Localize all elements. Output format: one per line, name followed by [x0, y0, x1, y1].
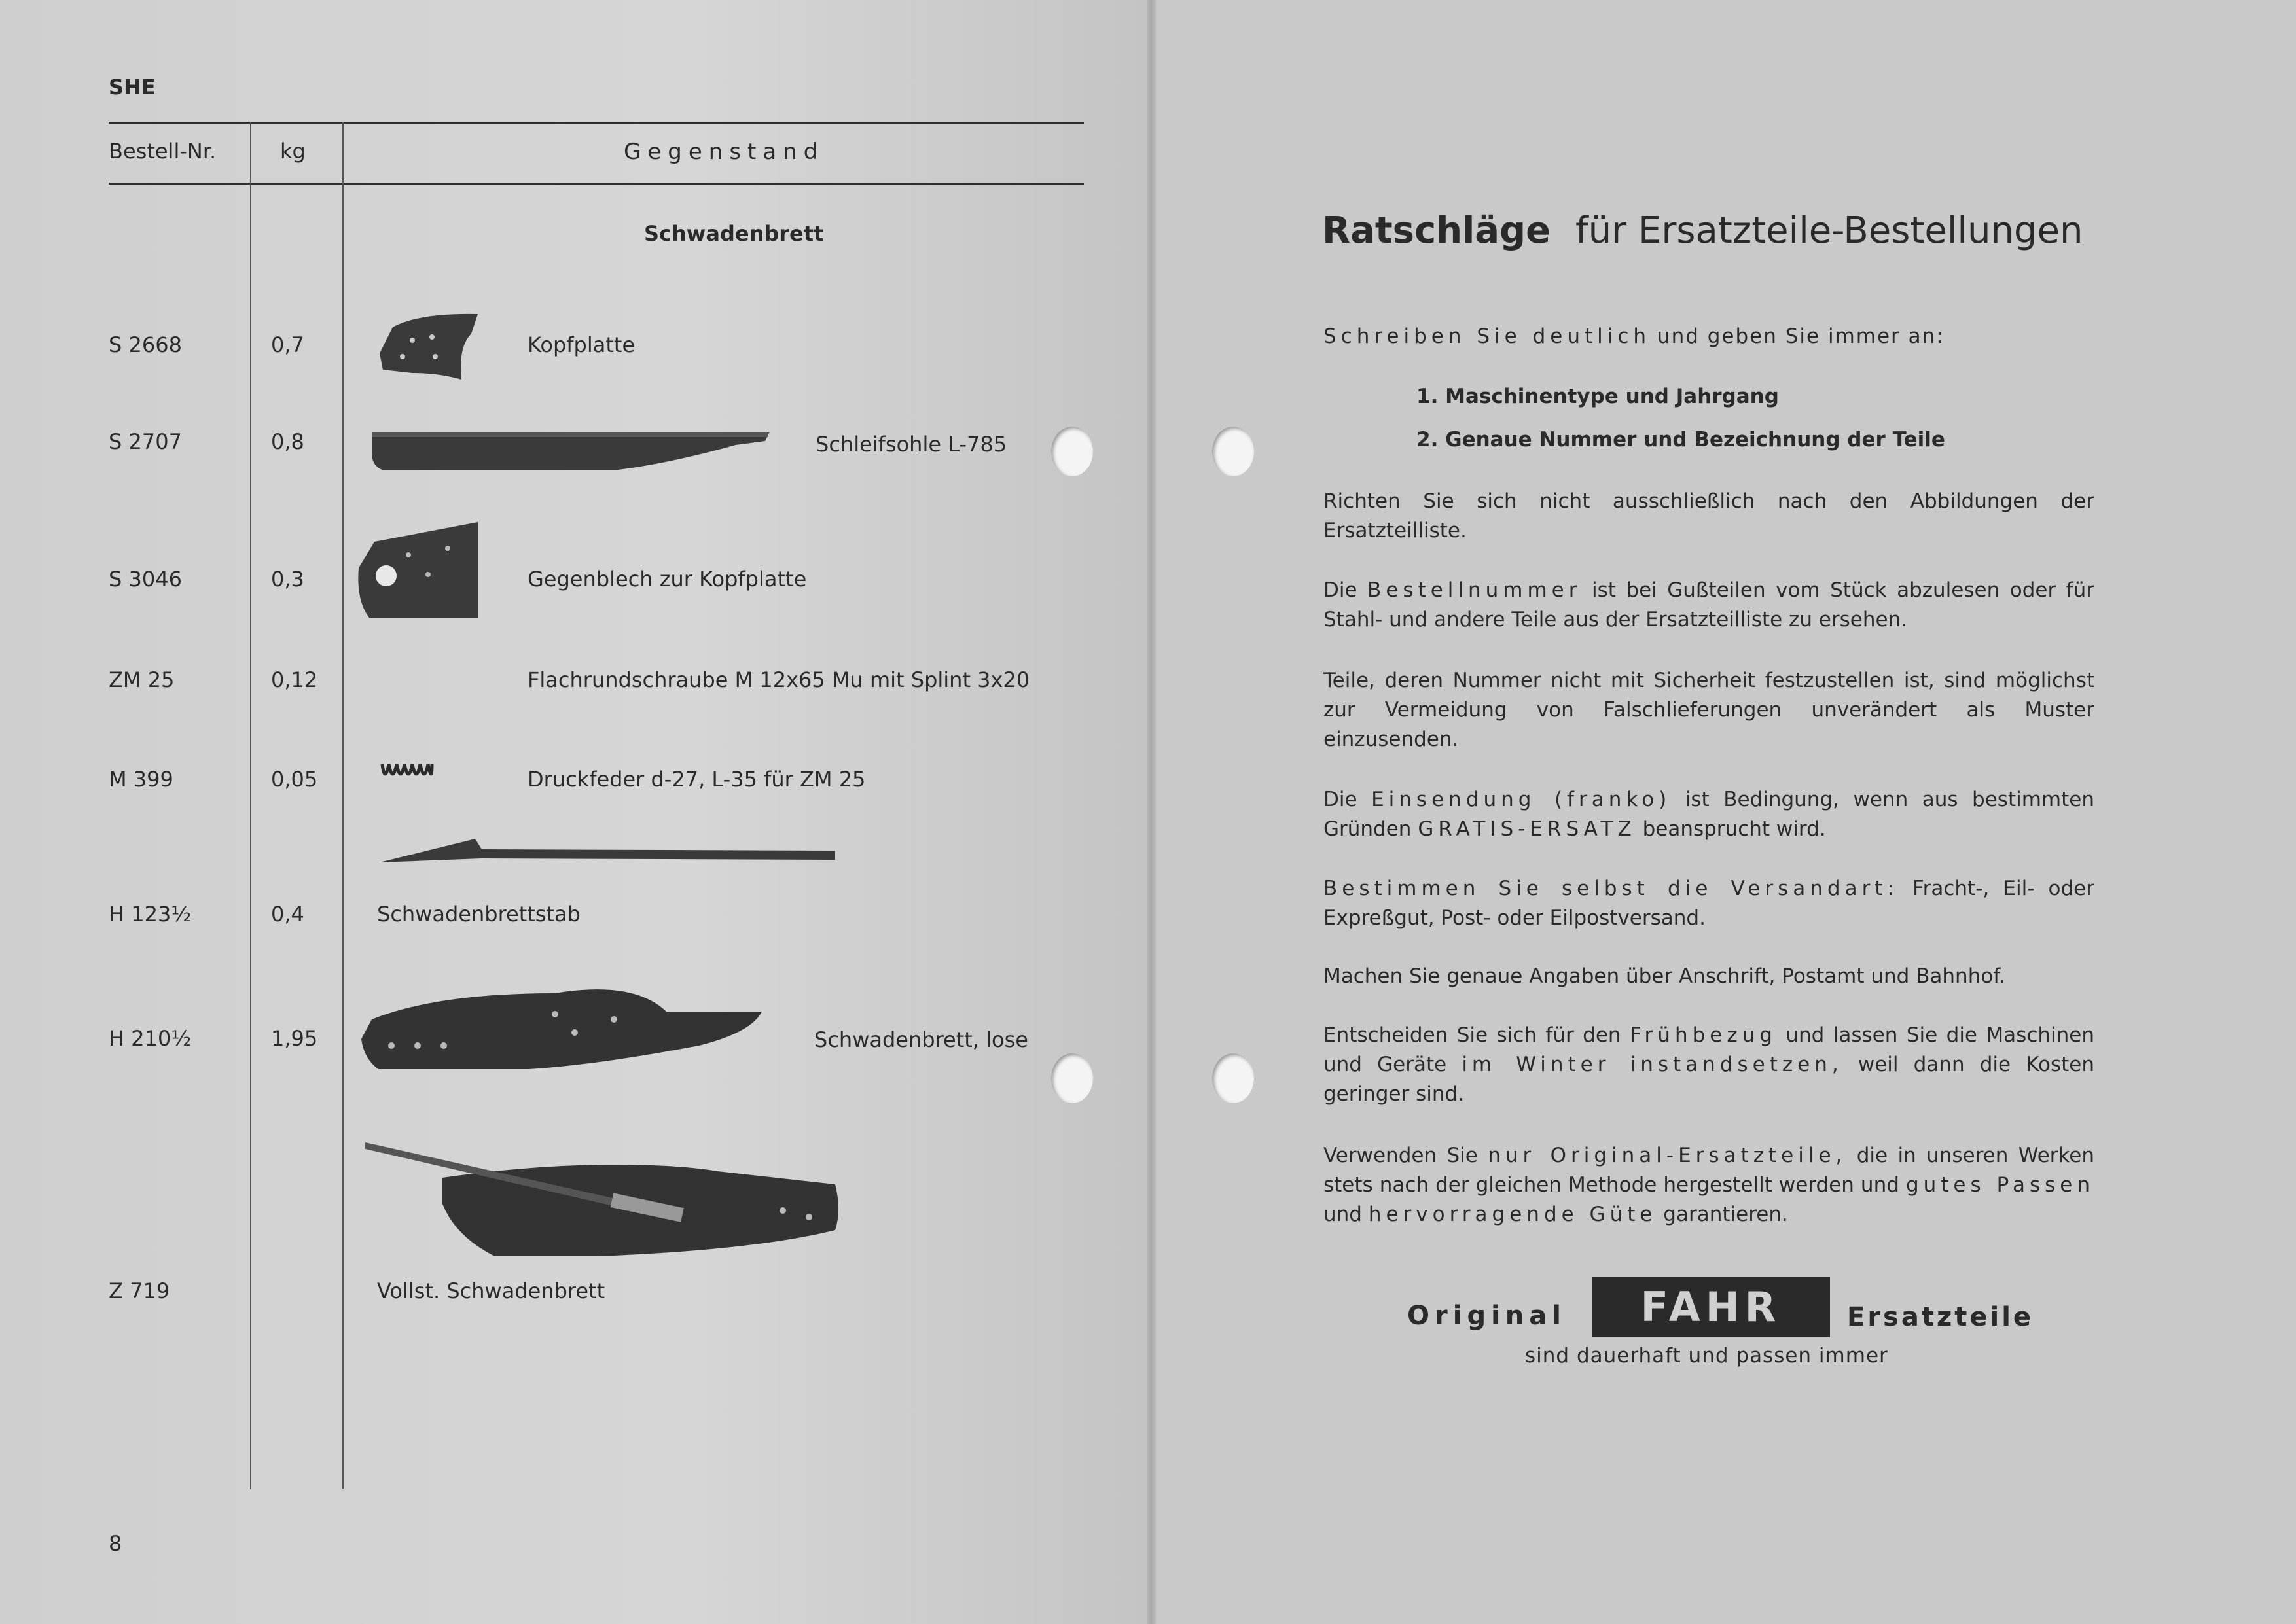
header-bestell-nr: Bestell-Nr.: [109, 139, 217, 164]
row-kg: 0,3: [271, 567, 304, 591]
text-run-spaced: nur Original-Ersatzteile,: [1488, 1144, 1847, 1167]
brand-ersatzteile: Ersatzteile: [1847, 1302, 2034, 1332]
paragraph-5: [1323, 874, 2094, 933]
text-run-spaced: GRATIS-ERSATZ: [1418, 817, 1636, 841]
row-kg: 0,05: [271, 767, 318, 792]
list-item: 1. Maschinentype und Jahrgang: [1416, 385, 1779, 408]
row-nr: Z 719: [109, 1279, 170, 1303]
text-run-spaced: im Winter instandsetzen,: [1462, 1053, 1843, 1076]
text-run: beansprucht wird.: [1636, 817, 1826, 841]
text-run-spaced: hervorragende Güte: [1368, 1203, 1657, 1226]
row-kg: 0,12: [271, 667, 318, 692]
header-kg: kg: [280, 139, 306, 164]
text-run: weil dann die Kosten geringer sind.: [1323, 1053, 2094, 1106]
row-kg: 0,4: [271, 902, 304, 927]
text-run: Verwenden Sie: [1323, 1144, 1488, 1167]
row-nr: ZM 25: [109, 667, 175, 692]
schwadenbrett-lose-illustration: [359, 974, 764, 1078]
paragraph-1: Richten Sie sich nicht ausschließlich nach den Abbildungen der Ersatzteilliste.: [1323, 489, 2094, 542]
row-kg: 0,8: [271, 429, 304, 454]
row-item: Vollst. Schwadenbrett: [377, 1279, 605, 1303]
text-run-spaced: Bestimmen Sie selbst die Versandart:: [1323, 877, 1899, 900]
schwadenbrettstab-illustration: [377, 836, 839, 865]
intro-spaced: Schreiben Sie deutlich: [1323, 325, 1651, 348]
row-kg: 0,7: [271, 332, 304, 357]
punch-hole: [1051, 427, 1093, 476]
schleifsohle-illustration: [369, 427, 775, 476]
row-nr: H 210½: [109, 1026, 192, 1051]
gegenblech-illustration: [356, 522, 480, 620]
row-nr: M 399: [109, 767, 173, 792]
row-item: Kopfplatte: [528, 332, 636, 357]
row-item: Flachrundschraube M 12x65 Mu mit Splint 3x20: [528, 667, 1030, 692]
table-top-rule: [109, 122, 1084, 124]
row-kg: 1,95: [271, 1026, 318, 1051]
paragraph-8: [1323, 1141, 2094, 1229]
druckfeder-illustration: [380, 762, 435, 785]
list-item: 2. Genaue Nummer und Bezeichnung der Teile: [1416, 428, 1945, 451]
row-item: Gegenblech zur Kopfplatte: [528, 567, 807, 591]
paragraph-3: Teile, deren Nummer nicht mit Sicherheit festzustellen ist, sind möglichst zur Vermeidung von Falschlieferungen unverändert als Muster einzusenden.: [1323, 669, 2094, 751]
paragraph-4: [1323, 785, 2094, 844]
row-nr: S 2668: [109, 332, 182, 357]
brand-original: Original: [1407, 1301, 1566, 1331]
brand-tagline: sind dauerhaft und passen immer: [1525, 1344, 1888, 1368]
kopfplatte-illustration: [373, 308, 491, 393]
intro-line: [1323, 325, 1945, 348]
fahr-logo: FAHR: [1592, 1277, 1830, 1337]
text-run: ist Bedingung, wenn aus bestimmten Gründen: [1323, 788, 2094, 841]
vollst-schwadenbrett-illustration: [364, 1139, 848, 1269]
column-divider-kg: [250, 122, 251, 1489]
text-run: und: [1323, 1203, 1369, 1226]
advice-title: [1322, 209, 2083, 252]
paragraph-6: Machen Sie genaue Angaben über Anschrift, Postamt und Bahnhof.: [1323, 964, 2005, 988]
text-run: ist bei Gußteilen vom Stück abzulesen oder für Stahl- und andere Teile aus der Ersatzteilliste zu ersehen.: [1323, 578, 2094, 631]
text-run: Entscheiden Sie sich für den: [1323, 1023, 1630, 1047]
text-run-spaced: Frühbezug: [1629, 1023, 1777, 1047]
text-run: Fracht-, Eil- oder Expreßgut, Post- oder Eilpostversand.: [1323, 877, 2095, 930]
row-item: Druckfeder d-27, L-35 für ZM 25: [528, 767, 866, 792]
header-gegenstand: Gegenstand: [624, 139, 825, 165]
series-label: SHE: [109, 75, 156, 99]
text-run: und lassen Sie die Maschinen und Geräte: [1323, 1023, 2094, 1076]
section-title: Schwadenbrett: [644, 221, 824, 246]
text-run-spaced: gutes Passen: [1905, 1173, 2094, 1197]
paragraph-7: [1323, 1021, 2094, 1109]
advice-title-rest: für Ersatzteile-Bestellungen: [1575, 209, 2083, 252]
text-run: Die: [1323, 788, 1372, 811]
text-run-spaced: Einsendung (franko): [1371, 788, 1672, 811]
row-nr: S 2707: [109, 429, 182, 454]
text-run: Die: [1323, 578, 1368, 602]
text-run: die in unseren Werken stets nach der gleichen Methode hergestellt werden und: [1323, 1144, 2094, 1197]
row-nr: S 3046: [109, 567, 182, 591]
row-item: Schleifsohle L-785: [816, 432, 1007, 457]
row-item: Schwadenbrettstab: [377, 902, 581, 927]
page-number: 8: [109, 1531, 122, 1556]
advice-title-bold: Ratschläge: [1322, 209, 1551, 252]
row-nr: H 123½: [109, 902, 192, 927]
table-header-rule: [109, 183, 1084, 185]
text-run: garantieren.: [1657, 1203, 1788, 1226]
column-divider-item: [342, 122, 344, 1489]
punch-hole: [1051, 1053, 1093, 1103]
text-run-spaced: Bestellnummer: [1367, 578, 1582, 602]
intro-rest: und geben Sie immer an:: [1657, 325, 1945, 348]
row-item: Schwadenbrett, lose: [814, 1027, 1028, 1052]
paragraph-2: [1323, 576, 2094, 635]
